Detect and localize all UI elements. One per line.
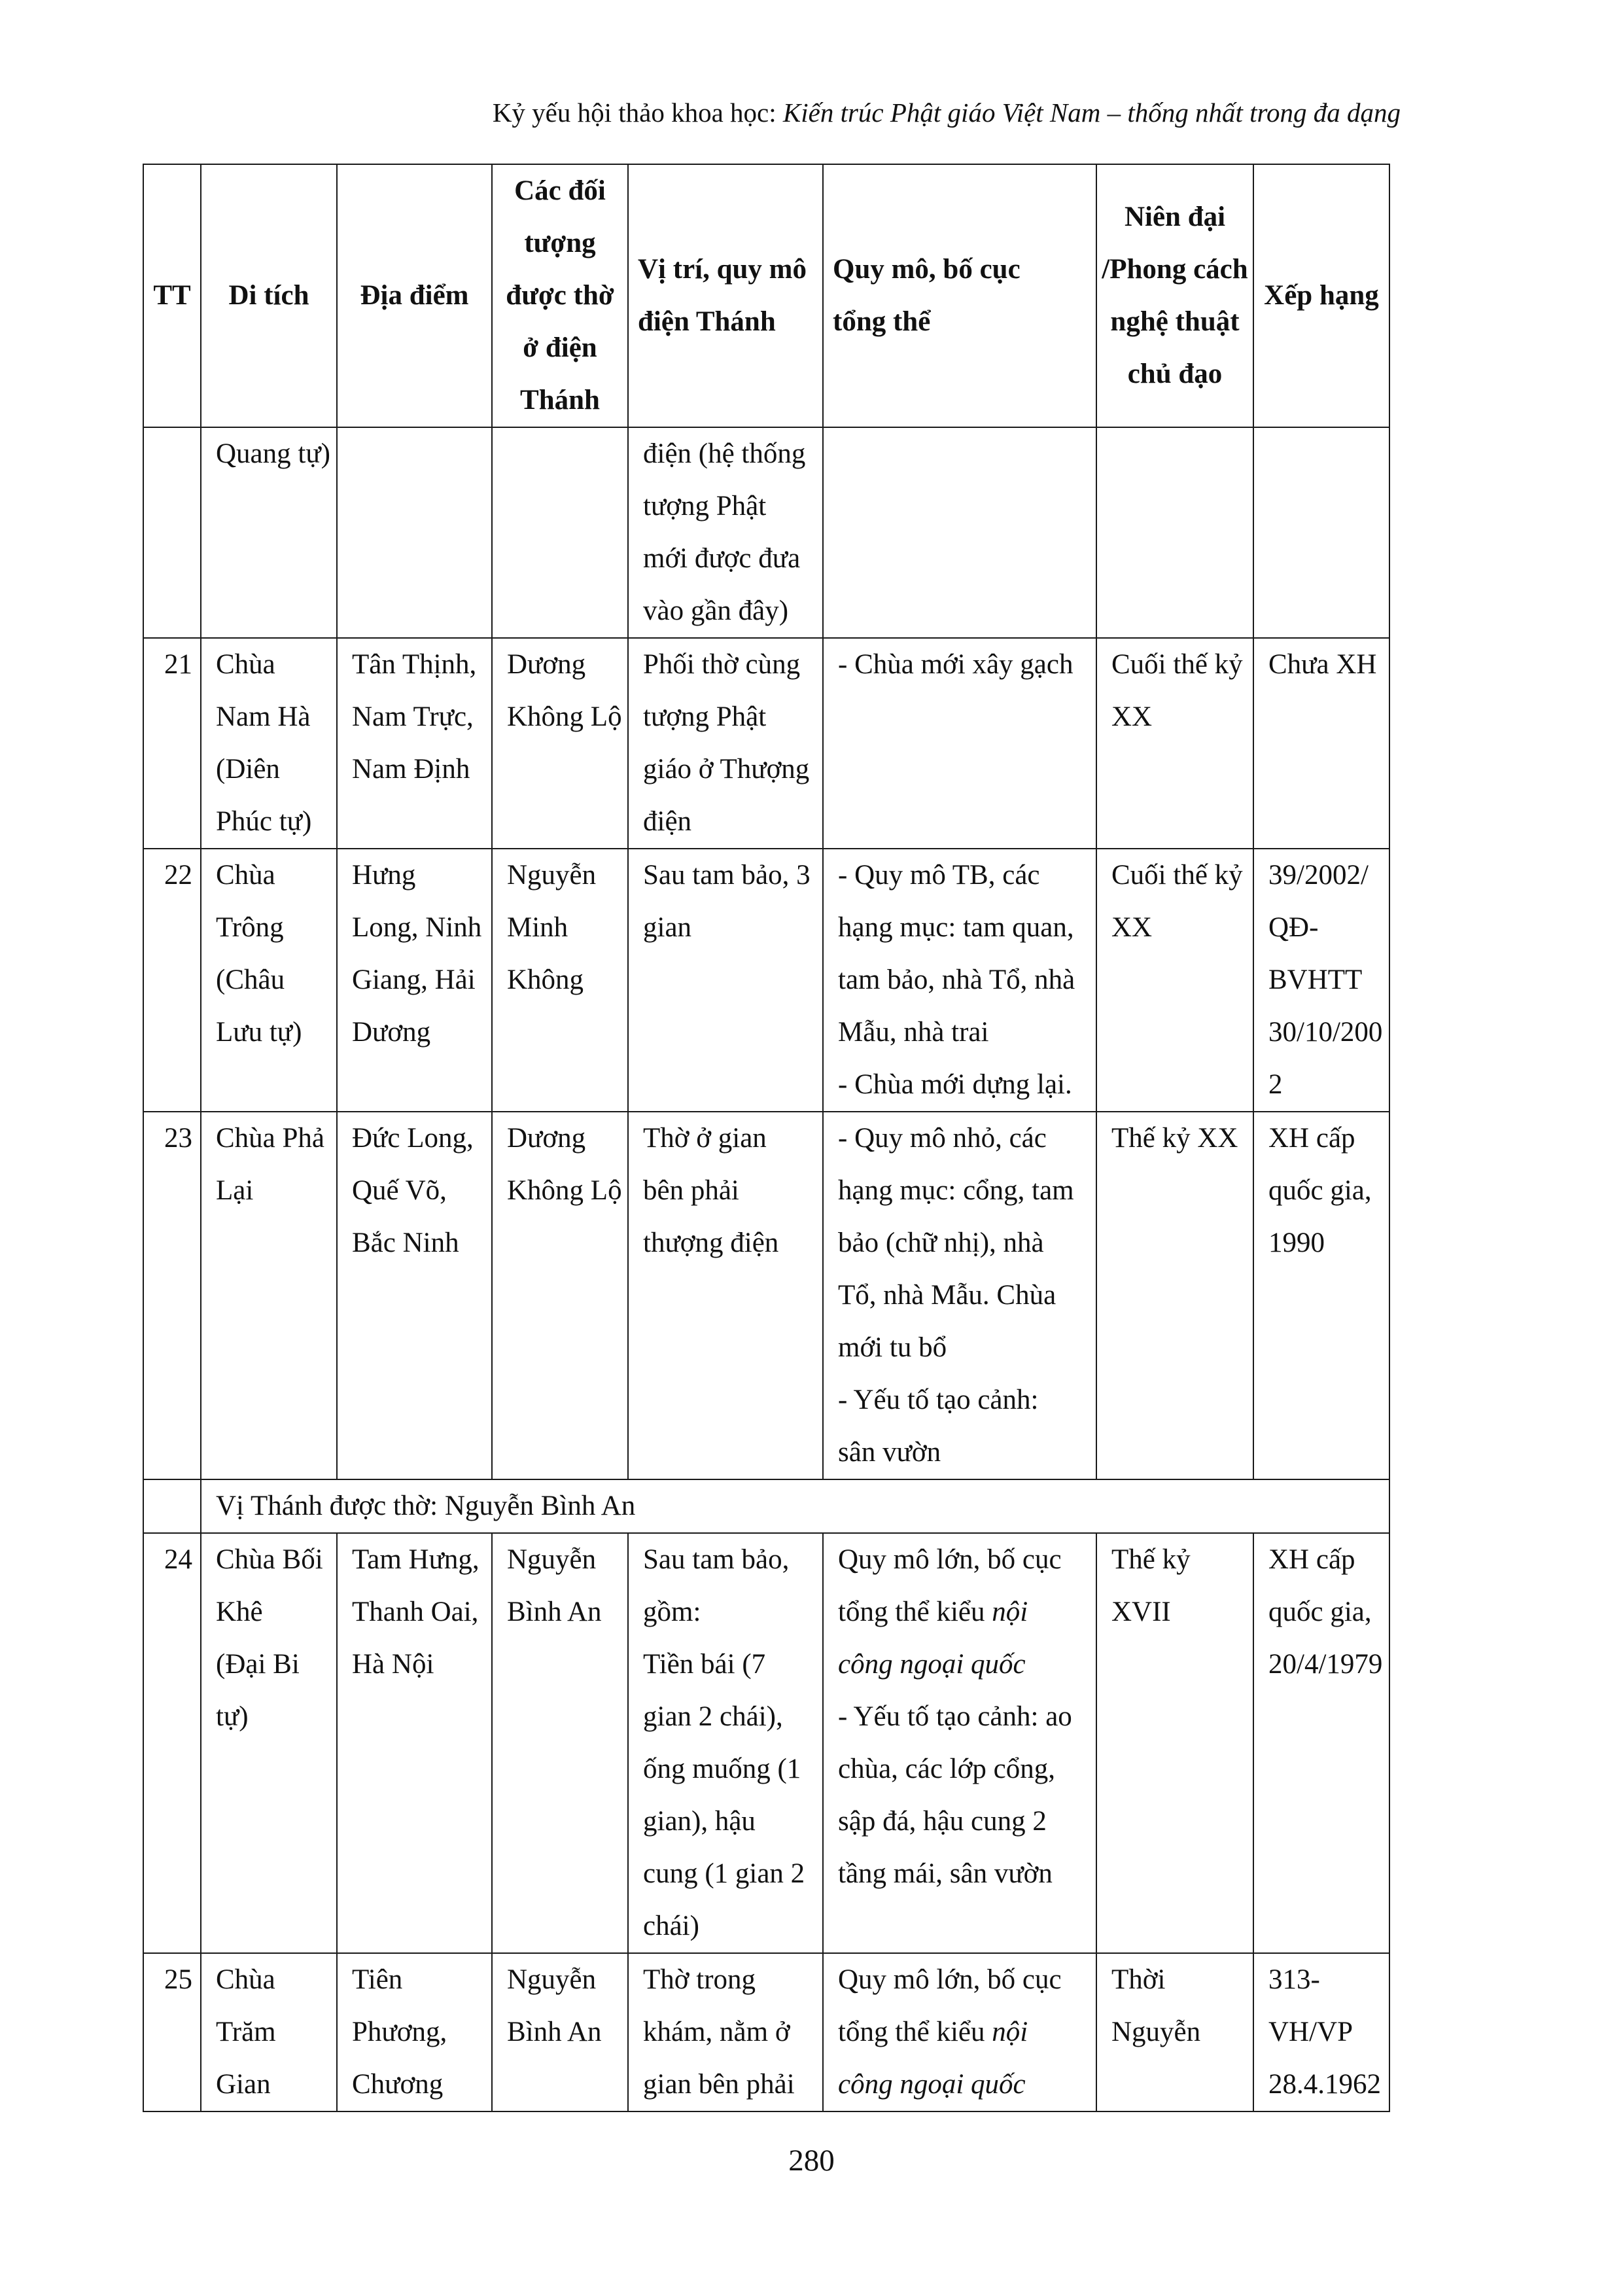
table-row <box>143 638 1389 849</box>
layout-term: nội công ngoại quốc <box>838 2017 1028 2100</box>
layout-term: nội công ngoại quốc <box>838 1597 1028 1680</box>
table-row <box>143 1112 1389 1479</box>
section-row <box>143 1479 1389 1533</box>
table-header-row <box>143 164 1389 427</box>
cell-worshipped: Nguyễn Minh Không <box>492 849 628 1112</box>
cell-position: Sau tam bảo, gồm: Tiền bái (7 gian 2 chái), ống muống (1 gian), hậu cung (1 gian 2 chái) <box>628 1533 823 1953</box>
cell-position: Sau tam bảo, 3 gian <box>628 849 823 1112</box>
cell-location: Hưng Long, Ninh Giang, Hải Dương <box>337 849 492 1112</box>
cell-period: Cuối thế kỷ XX <box>1096 849 1253 1112</box>
cell-tt: 21 <box>143 638 201 849</box>
cell-period: Cuối thế kỷ XX <box>1096 638 1253 849</box>
cell-site: Chùa Trăm Gian <box>201 1953 337 2111</box>
col-header-location: Địa điểm <box>337 164 492 427</box>
page-number: 280 <box>788 2144 835 2178</box>
cell-worshipped: Nguyễn Bình An <box>492 1533 628 1953</box>
cell-period: Thế kỷ XX <box>1096 1112 1253 1479</box>
layout-text: Quy mô lớn, bố cục tổng thể kiểu <box>838 1544 1062 1627</box>
cell-layout <box>823 1953 1096 2111</box>
col-header-layout: Quy mô, bố cục tổng thể <box>823 164 1096 427</box>
layout-text-continued: - Yếu tố tạo cảnh: ao chùa, các lớp cổng, sập đá, hậu cung 2 tầng mái, sân vườn <box>838 1701 1072 1889</box>
cell-site: Quang tự) <box>201 427 337 638</box>
cell-site: Chùa Nam Hà (Diên Phúc tự) <box>201 638 337 849</box>
cell-ranking: XH cấp quốc gia, 20/4/1979 <box>1253 1533 1389 1953</box>
cell-location: Tân Thịnh, Nam Trực, Nam Định <box>337 638 492 849</box>
cell-period <box>1096 427 1253 638</box>
cell-layout: - Chùa mới xây gạch <box>823 638 1096 849</box>
cell-position: Thờ ở gian bên phải thượng điện <box>628 1112 823 1479</box>
cell-location: Đức Long, Quế Võ, Bắc Ninh <box>337 1112 492 1479</box>
cell-layout: - Quy mô nhỏ, các hạng mục: cổng, tam bảo (chữ nhị), nhà Tổ, nhà Mẫu. Chùa mới tu bổ - Yếu tố tạo cảnh: sân vườn <box>823 1112 1096 1479</box>
layout-text: Quy mô lớn, bố cục tổng thể kiểu <box>838 1964 1062 2047</box>
cell-position: Thờ trong khám, nằm ở gian bên phải <box>628 1953 823 2111</box>
cell-worshipped: Dương Không Lộ <box>492 638 628 849</box>
cell-period: Thế kỷ XVII <box>1096 1533 1253 1953</box>
table-row <box>143 1953 1389 2111</box>
col-header-site: Di tích <box>201 164 337 427</box>
cell-period: Thời Nguyễn <box>1096 1953 1253 2111</box>
col-header-tt: TT <box>143 164 201 427</box>
cell-tt: 23 <box>143 1112 201 1479</box>
cell-position: Phối thờ cùng tượng Phật giáo ở Thượng điện <box>628 638 823 849</box>
cell-worshipped: Nguyễn Bình An <box>492 1953 628 2111</box>
col-header-position: Vị trí, quy mô điện Thánh <box>628 164 823 427</box>
table-row <box>143 849 1389 1112</box>
cell-site: Chùa Trông (Châu Lưu tự) <box>201 849 337 1112</box>
cell-ranking: XH cấp quốc gia, 1990 <box>1253 1112 1389 1479</box>
table-row <box>143 1533 1389 1953</box>
cell-worshipped: Dương Không Lộ <box>492 1112 628 1479</box>
cell-location: Tam Hưng, Thanh Oai, Hà Nội <box>337 1533 492 1953</box>
cell-worshipped <box>492 427 628 638</box>
cell-layout <box>823 427 1096 638</box>
heritage-sites-table <box>143 164 1390 2112</box>
cell-tt <box>143 427 201 638</box>
cell-ranking: Chưa XH <box>1253 638 1389 849</box>
col-header-ranking: Xếp hạng <box>1253 164 1389 427</box>
cell-location: Tiên Phương, Chương <box>337 1953 492 2111</box>
cell-empty <box>143 1479 201 1533</box>
cell-ranking <box>1253 427 1389 638</box>
table-row <box>143 427 1389 638</box>
header-title: Kiến trúc Phật giáo Việt Nam – thống nhất trong đa dạng <box>782 97 1401 128</box>
cell-tt: 24 <box>143 1533 201 1953</box>
cell-layout: - Quy mô TB, các hạng mục: tam quan, tam bảo, nhà Tổ, nhà Mẫu, nhà trai - Chùa mới dựng lại. <box>823 849 1096 1112</box>
cell-position: điện (hệ thống tượng Phật mới được đưa vào gần đây) <box>628 427 823 638</box>
cell-site: Chùa Phả Lại <box>201 1112 337 1479</box>
cell-site: Chùa Bối Khê (Đại Bi tự) <box>201 1533 337 1953</box>
col-header-period: Niên đại /Phong cách nghệ thuật chủ đạo <box>1096 164 1253 427</box>
cell-tt: 25 <box>143 1953 201 2111</box>
cell-tt: 22 <box>143 849 201 1112</box>
header-prefix: Kỷ yếu hội thảo khoa học: <box>492 97 783 128</box>
section-label: Vị Thánh được thờ: Nguyễn Bình An <box>201 1479 1389 1533</box>
cell-ranking: 39/2002/ QĐ- BVHTT 30/10/200 2 <box>1253 849 1389 1112</box>
cell-ranking: 313- VH/VP 28.4.1962 <box>1253 1953 1389 2111</box>
cell-location <box>337 427 492 638</box>
cell-layout <box>823 1533 1096 1953</box>
col-header-worshipped: Các đối tượng được thờ ở điện Thánh <box>492 164 628 427</box>
running-header <box>493 97 1401 128</box>
